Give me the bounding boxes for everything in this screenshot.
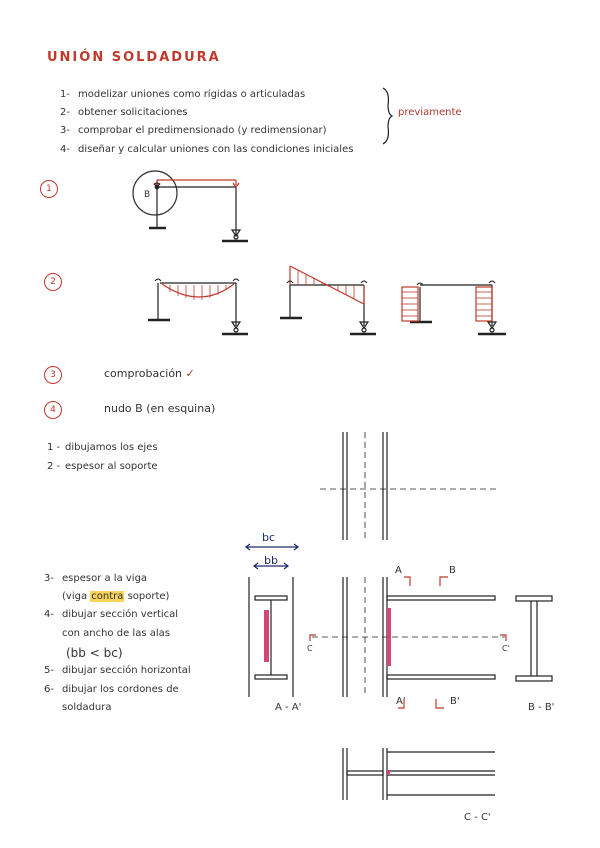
node-label: B — [144, 190, 151, 200]
cut-label-c: C — [307, 644, 313, 653]
check-icon: ✓ — [185, 367, 195, 380]
section-3-marker: 3 — [44, 366, 62, 384]
section-aa-name: A - A' — [275, 702, 302, 713]
brace-icon — [383, 88, 392, 144]
dim-bb-label: bb — [264, 554, 278, 567]
highlight-contra: contra — [91, 591, 124, 602]
weld-aa — [264, 610, 269, 662]
step-b-3-sub: (viga contra soporte) — [62, 591, 170, 602]
weld-main — [387, 608, 391, 666]
step-b-4-sub: con ancho de las alas — [62, 628, 170, 639]
section-cc-name: C - C' — [464, 812, 491, 823]
section-bb-name: B - B' — [528, 702, 555, 713]
step-b-4-formula: (bb < bc) — [66, 646, 123, 660]
cut-label-a: A — [395, 565, 402, 576]
section-1-marker: 1 — [40, 180, 58, 198]
step-a-1: 1 - dibujamos los ejes — [47, 442, 158, 453]
step-b-6: 6- dibujar los cordones de — [44, 684, 179, 695]
step-a-2: 2 - espesor al soporte — [47, 461, 158, 472]
step-b-4: 4- dibujar sección vertical — [44, 609, 179, 620]
cut-label-b: B — [449, 565, 456, 576]
section-4-marker: 4 — [44, 401, 62, 419]
step-b-3: 3- espesor a la viga — [44, 573, 148, 584]
dim-bc-label: bc — [262, 531, 276, 544]
section-3-text: comprobación ✓ — [104, 367, 195, 380]
intro-step-4: 4- diseñar y calcular uniones con las condiciones iniciales — [60, 144, 354, 155]
step-b-6-sub: soldadura — [62, 702, 112, 713]
section-4-text: nudo B (en esquina) — [104, 402, 216, 415]
section-2-marker: 2 — [44, 273, 62, 291]
intro-step-3: 3- comprobar el predimensionado (y redimensionar) — [60, 125, 327, 136]
cut-label-a2: A' — [396, 696, 406, 707]
cut-label-b2: B' — [450, 696, 460, 707]
intro-step-2: 2- obtener solicitaciones — [60, 107, 188, 118]
step-b-5: 5- dibujar sección horizontal — [44, 665, 191, 676]
brace-note: previamente — [398, 107, 462, 118]
weld-cc — [387, 770, 390, 775]
intro-step-1: 1- modelizar uniones como rígidas o articuladas — [60, 89, 306, 100]
page-title: UNIÓN SOLDADURA — [47, 50, 221, 65]
cut-label-c2: C' — [502, 644, 510, 653]
